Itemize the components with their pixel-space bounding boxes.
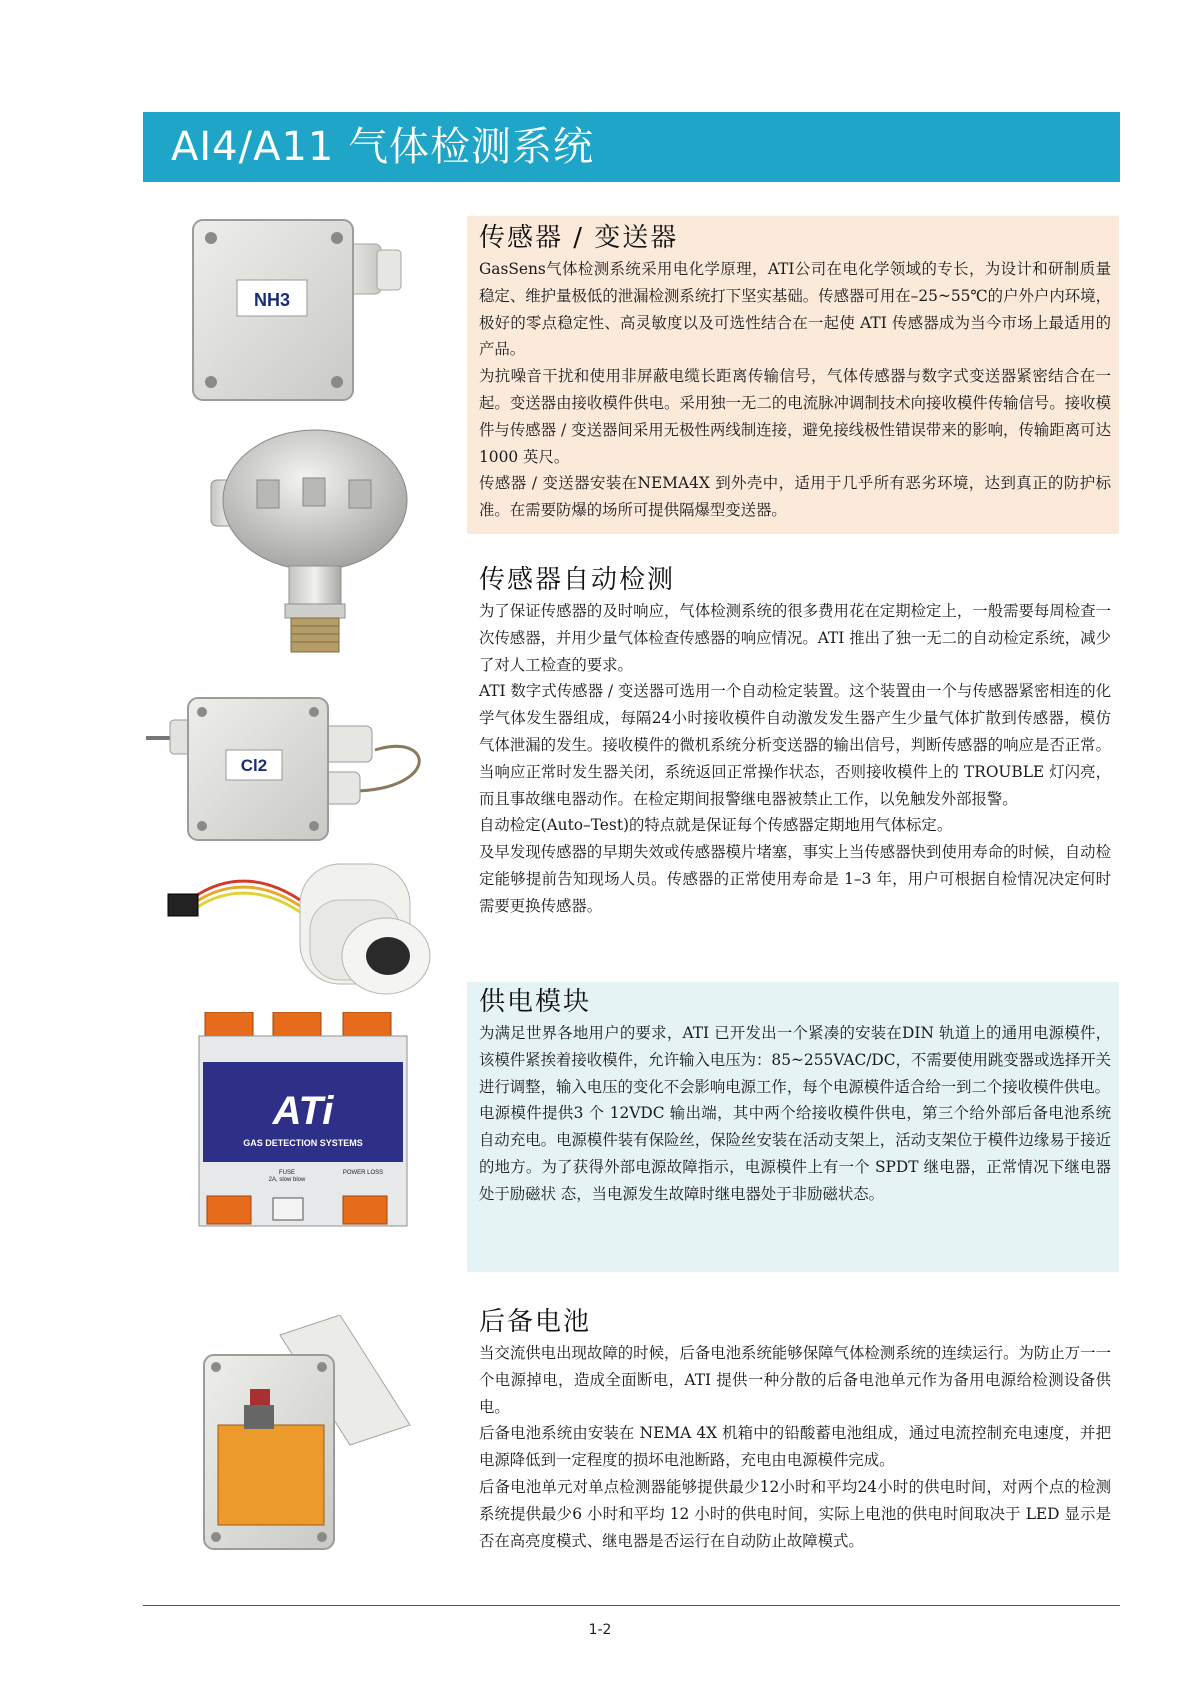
section-heading: 供电模块 [479, 987, 592, 1017]
section-paragraph: 自动检定(Auto–Test)的特点就是保证每个传感器定期地用气体标定。 [479, 816, 953, 835]
ati-logo-text: ATi [272, 1089, 334, 1133]
cl2-label: Cl2 [240, 756, 268, 775]
backup-battery-section [467, 1304, 1119, 1554]
section-paragraph: 后备电池系统由安装在 NEMA 4X 机箱中的铅酸蓄电池组成，通过电流控制充电速度，并把电源降低到一定程度的损坏电池断路，充电由电源模件完成。 [479, 1424, 1111, 1470]
explosion-proof-sensor-photo [205, 420, 415, 660]
section-paragraph: 当交流供电出现故障的时候，后备电池系统能够保障气体检测系统的连续运行。为防止万一一个电源掉电，造成全面断电，ATI 提供一种分散的后备电池单元作为备用电源给检测设备供电。 [479, 1344, 1111, 1416]
gas-detection-systems-label: GAS DETECTION SYSTEMS [243, 1138, 363, 1148]
section-paragraph: 为满足世界各地用户的要求，ATI 已开发出一个紧凑的安装在DIN 轨道上的通用电源模件，该模件紧挨着接收模件，允许输入电压为：85~255VAC/DC，不需要使用跳变器或选择开关进行调整，输入电压的变化不会影响电源工作，每个电源模件适合给一到二个接收模件供电。 [479, 1024, 1112, 1096]
section-paragraph: 为了保证传感器的及时响应，气体检测系统的很多费用花在定期检定上，一般需要每周检查一次传感器，并用少量气体检查传感器的响应情况。ATI 推出了独一无二的自动检定系统，减少了对人工检查的要求。 [479, 602, 1111, 674]
section-heading: 传感器 / 变送器 [479, 223, 679, 253]
section-paragraph: 及早发现传感器的早期失效或传感器模片堵塞，事实上当传感器快到使用寿命的时候，自动检定能够提前告知现场人员。传感器的正常使用寿命是 1–3 年，用户可根据自检情况决定何时需要更换传感器。 [479, 843, 1111, 915]
title-banner [143, 112, 1120, 182]
section-heading: 传感器自动检测 [479, 565, 676, 595]
nh3-label: NH3 [253, 290, 291, 310]
fuse-label: FUSE [278, 1170, 296, 1176]
cl2-sensor-photo [140, 690, 450, 850]
section-paragraph: 传感器 / 变送器安装在NEMA4X 到外壳中，适用于几乎所有恶劣环境，达到真正的防护标准。在需要防爆的场所可提供隔爆型变送器。 [479, 474, 1111, 520]
power-loss-label: POWER LOSS [342, 1170, 384, 1176]
page-title: AI4/A11 气体检测系统 [171, 124, 595, 170]
section-paragraph: 后备电池单元对单点检测器能够提供最少12小时和平均24小时的供电时间，对两个点的检测系统提供最少6 小时和平均 12 小时的供电时间，实际上电池的供电时间取决于 LED 显示是否在高亮度模式、继电器是否运行在自动防止故障模式。 [479, 1477, 1111, 1550]
section-paragraph: 电源模件提供3 个 12VDC 输出端，其中两个给接收模件供电，第三个给外部后备电池系统自动充电。电源模件装有保险丝，保险丝安装在活动支架上，活动支架位于模件边缘易于接近的地方。为了获得外部电源故障指示，电源模件上有一个 SPDT 继电器，正常情况下继电器处于励磁状 态，当电源发生故障时继电器处于非励磁状态。 [479, 1104, 1111, 1203]
section-heading: 后备电池 [479, 1307, 592, 1337]
auto-test-generator-photo [150, 860, 440, 1000]
footer-divider [143, 1605, 1120, 1606]
sensor-transmitter-section [467, 216, 1119, 534]
section-paragraph: 为抗噪音干扰和使用非屏蔽电缆长距离传输信号，气体传感器与数字式变送器紧密结合在一起。变送器由接收模件供电。采用独一无二的电流脉冲调制技术向接收模件传输信号。接收模件与传感器 / 变送器间采用无极性两线制连接，避免接线极性错误带来的影响，传输距离可达 1000 英尺。 [479, 367, 1111, 466]
power-supply-module-photo [195, 1012, 411, 1244]
nh3-sensor-photo [185, 216, 425, 406]
power-supply-section [467, 982, 1119, 1272]
auto-test-section [467, 562, 1119, 920]
section-paragraph: GasSens气体检测系统采用电化学原理，ATI公司在电化学领域的专长，为设计和研制质量稳定、维护量极低的泄漏检测系统打下坚实基础。传感器可用在–25~55℃的户外户内环境，极好的零点稳定性、高灵敏度以及可选性结合在一起使 ATI 传感器成为当今市场上最适用的产品。 [479, 260, 1111, 359]
page-number: 1-2 [588, 1622, 612, 1638]
backup-battery-photo [190, 1315, 420, 1555]
fuse-rating-label: 2A, slow blow [268, 1177, 306, 1183]
section-paragraph: ATI 数字式传感器 / 变送器可选用一个自动检定装置。这个装置由一个与传感器紧密相连的化学气体发生器组成，每隔24小时接收模件自动激发发生器产生少量气体扩散到传感器，模仿气体泄漏的发生。接收模件的微机系统分析变送器的输出信号，判断传感器的响应是否正常。当响应正常时发生器关闭，系统返回正常操作状态，否则接收模件上的 TROUBLE 灯闪亮，而且事故继电器动作。在检定期间报警继电器被禁止工作，以免触发外部报警。 [479, 682, 1111, 808]
